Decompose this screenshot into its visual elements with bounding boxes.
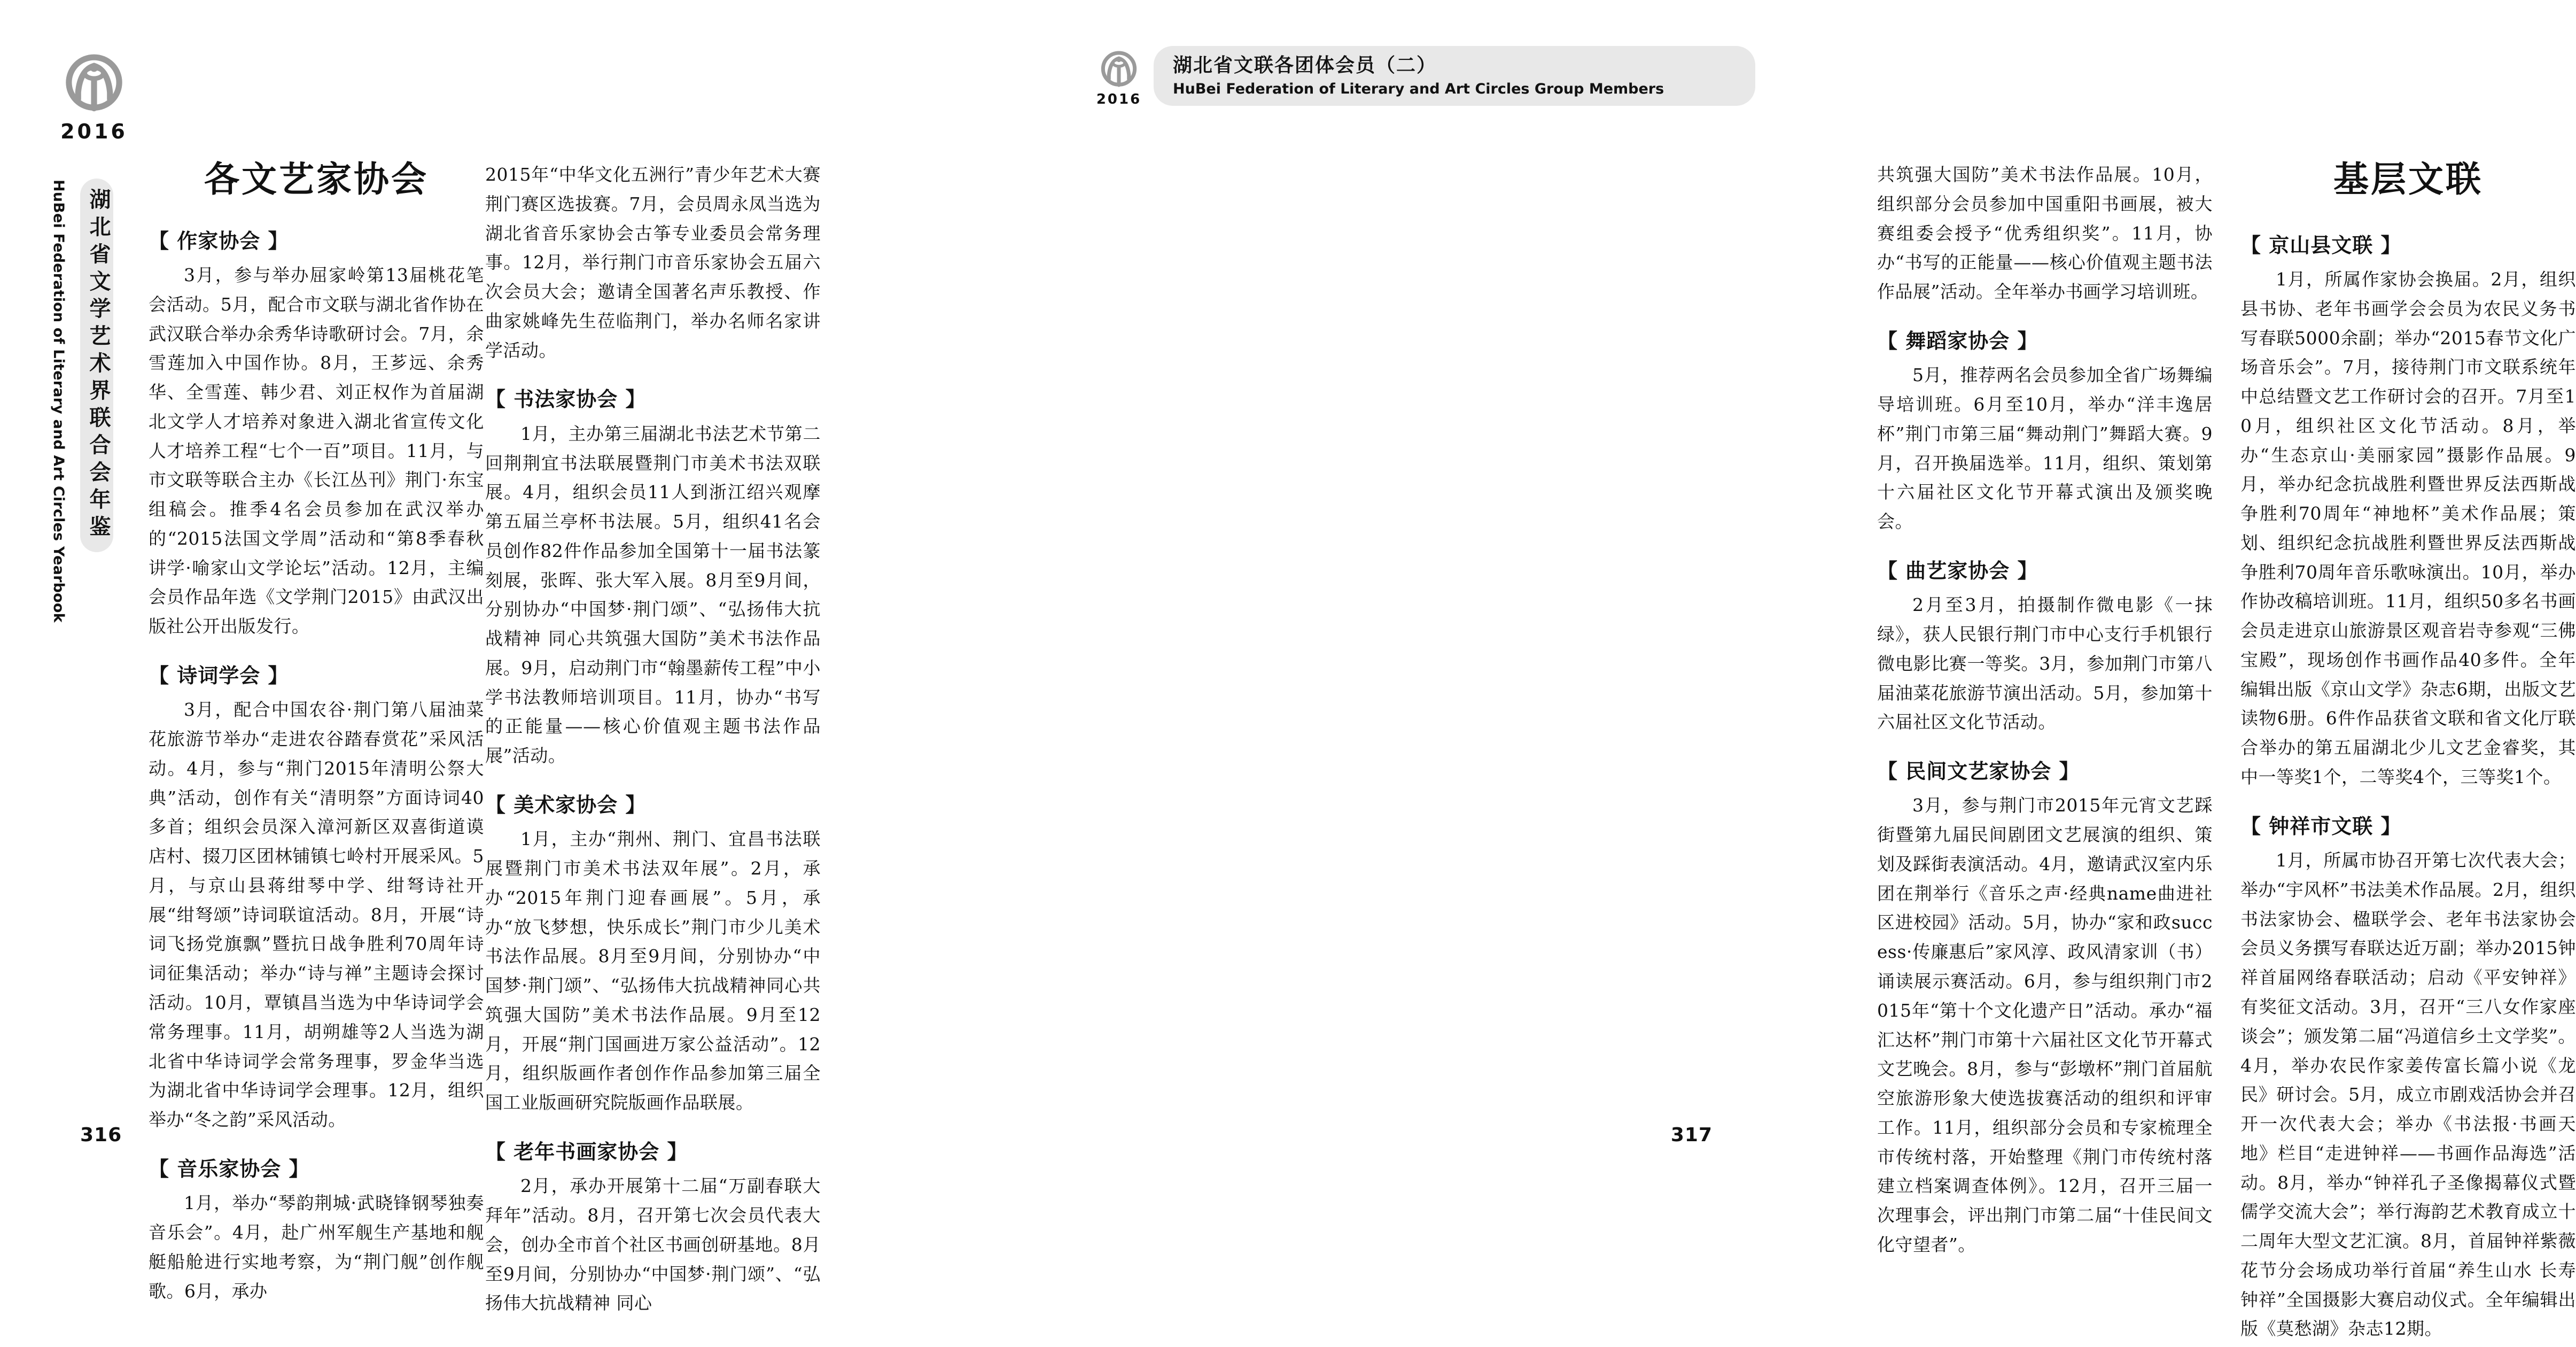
column-4 [2240, 160, 2576, 1347]
header-title-en: HuBei Federation of Literary and Art Circles Group Members [1173, 81, 1664, 97]
sidebar-title-en: HuBei Federation of Literary and Art Circles Yearbook [50, 180, 67, 623]
header-title-cn: 湖北省文联各团体会员（二） [1173, 54, 1437, 76]
section-body-poetry: 3月，配合中国农谷·荆门第八届油菜花旅游节举办“走进农谷踏春赏花”采风活动。4月，参与“荆门2015年清明公祭大典”活动，创作有关“清明祭”方面诗词40多首；组织会员深入漳河新区双喜街道谟店村、掇刀区团林铺镇七岭村开展采风。5月，与京山县蒋绀琴中学、绀弩诗社开展“绀弩颂”诗词联谊活动。8月，开展“诗词飞扬党旗飘”暨抗日战争胜利70周年诗词征集活动；举办“诗与禅”主题诗会探讨活动。10月，覃镇昌当选为中华诗词学会常务理事。11月，胡朔雄等2人当选为湖北省中华诗词学会常务理事，罗金华当选为湖北省中华诗词学会理事。12月，组织举办“冬之韵”采风活动。 [149, 699, 484, 1131]
section-body-music-continued: 2015年“中华文化五洲行”青少年艺术大赛荆门赛区选拔赛。7月，会员周永凤当选为湖北省音乐家协会古筝专业委员会常务理事。12月，举行荆门市音乐家协会五届六次会员大会；邀请全国著名声乐教授、作曲家姚峰先生莅临荆门，举办名师名家讲学活动。 [485, 164, 821, 361]
section-heading-folk-art: 【 民间文艺家协会 】 [1877, 760, 2080, 784]
header-logo-year: 2016 [1096, 91, 1142, 107]
section-heading-music: 【 音乐家协会 】 [149, 1157, 310, 1181]
section-heading-calligraphy: 【 书法家协会 】 [485, 388, 647, 412]
section-body-jingshan: 1月，所属作家协会换届。2月，组织县书协、老年书画学会会员为农民义务书写春联5000余副；举办“2015春节文化广场音乐会”。7月，接待荆门市文联系统年中总结暨文艺工作研讨会的召开。7月至10月，组织社区文化节活动。8月，举办“生态京山·美丽家园”摄影作品展。9月，举办纪念抗战胜利暨世界反法西斯战争胜利70周年“神地杯”美术作品展；策划、组织纪念抗战胜利暨世界反法西斯战争胜利70周年音乐歌咏演出。10月，举办作协改稿培训班。11月，组织50多名书画会员走进京山旅游景区观音岩寺参观“三佛宝殿”，现场创作书画作品40多件。全年编辑出版《京山文学》杂志6期，出版文艺读物6册。6件作品获省文联和省文化厅联合举办的第五届湖北少儿文艺金睿奖，其中一等奖1个，二等奖4个，三等奖1个。 [2240, 268, 2576, 787]
section-heading-dance: 【 舞蹈家协会 】 [1877, 329, 2038, 353]
section-heading-zhongxiang: 【 钟祥市文联 】 [2240, 814, 2402, 838]
left-page [0, 0, 896, 1314]
section-body-fine-arts: 1月，主办“荆州、荆门、宜昌书法联展暨荆门市美术书法双年展”。2月，承办“2015年荆门迎春画展”。5月，承办“放飞梦想，快乐成长”荆门市少儿美术书法作品展。8月至9月间，分别协办“中国梦·荆门颂”、“弘扬伟大抗战精神同心共筑强大国防”美术书法作品展。9月至12月，开展“荆门国画进万家公益活动”。12月，组织版画作者创作作品参加第三届全国工业版画研究院版画作品联展。 [485, 829, 821, 1113]
page-title-right: 基层文联 [2333, 159, 2483, 200]
right-page [896, 0, 2576, 1340]
section-body-music: 1月，举办“琴韵荆城·武晓锋钢琴独奏音乐会”。4月，赴广州军舰生产基地和舰艇船舱进行实地考察，为“荆门舰”创作舰歌。6月，承办 [149, 1193, 484, 1302]
section-body-quyi: 2月至3月，拍摄制作微电影《一抹绿》，获人民银行荆门市中心支行手机银行微电影比赛一等奖。3月，参加荆门市第八届油菜花旅游节演出活动。5月，参加第十六届社区文化节活动。 [1877, 594, 2213, 733]
column-1 [149, 160, 484, 1309]
section-body-senior-painting: 2月，承办开展第十二届“万副春联大拜年”活动。8月，召开第七次会员代表大会，创办全市首个社区书画创研基地。8月至9月间，分别协办“中国梦·荆门颂”、“弘扬伟大抗战精神 同心 [485, 1175, 821, 1314]
page-number-left: 316 [80, 1124, 122, 1146]
section-body-senior-painting-continued: 共筑强大国防”美术书法作品展。10月，组织部分会员参加中国重阳书画展，被大赛组委会授予“优秀组织奖”。11月，协办“书写的正能量——核心价值观主题书法作品展”活动。全年举办书画学习培训班。 [1877, 164, 2213, 303]
sidebar-title-cn: 湖北省文学艺术界联合会年鉴 [80, 179, 113, 552]
page-title-left: 各文艺家协会 [204, 159, 429, 200]
section-body-folk-art: 3月，参与荆门市2015年元宵文艺踩街暨第九届民间剧团文艺展演的组织、策划及踩街表演活动。4月，邀请武汉室内乐团在荆举行《音乐之声·经典name曲进社区进校园》活动。5月，协办“家和政success·传廉惠后”家风淳、政风清家训（书）诵读展示赛活动。6月，参与组织荆门市2015年“第十个文化遗产日”活动。承办“福汇达杯”荆门市第十六届社区文化节开幕式文艺晚会。8月，参与“彭墩杯”荆门首届航空旅游形象大使选拔赛活动的组织和评审工作。11月，组织部分会员和专家梳理全市传统村落，开始整理《荆门市传统村落建立档案调查体例》。12月，召开三届一次理事会，评出荆门市第二届“十佳民间文化守望者”。 [1877, 795, 2213, 1255]
section-body-dance: 5月，推荐两名会员参加全省广场舞编导培训班。6月至10月，举办“洋丰逸居杯”荆门市第三届“舞动荆门”舞蹈大赛。9月，召开换届选举。11月，组织、策划第十六届社区文化节开幕式演出及颁奖晚会。 [1877, 365, 2213, 532]
section-heading-quyi: 【 曲艺家协会 】 [1877, 559, 2038, 583]
right-page-columns [896, 0, 2576, 1340]
column-3 [1877, 160, 2213, 1263]
page-number-right: 317 [1670, 1124, 1713, 1146]
sidebar-logo-year: 2016 [60, 120, 128, 143]
section-body-calligraphy: 1月，主办第三届湖北书法艺术节第二回荆荆宜书法联展暨荆门市美术书法双联展。4月，组织会员11人到浙江绍兴观摩第五届兰亭杯书法展。5月，组织41名会员创作82件作品参加全国第十一届书法篆刻展，张晖、张大军入展。8月至9月间，分别协办“中国梦·荆门颂”、“弘扬伟大抗战精神 同心共筑强大国防”美术书法作品展。9月，启动荆门市“翰墨薪传工程”中小学书法教师培训项目。11月，协办“书写的正能量——核心价值观主题书法作品展”活动。 [485, 423, 821, 767]
section-heading-poetry: 【 诗词学会 】 [149, 663, 289, 687]
column-2 [485, 160, 821, 1321]
section-heading-writers: 【 作家协会 】 [149, 229, 289, 253]
section-heading-fine-arts: 【 美术家协会 】 [485, 793, 647, 817]
left-page-columns [0, 0, 896, 1314]
section-body-zhongxiang: 1月，所属市协召开第七次代表大会；举办“宇风杯”书法美术作品展。2月，组织书法家协会、楹联学会、老年书法家协会会员义务撰写春联达近万副；举办2015钟祥首届网络春联活动；启动《平安钟祥》有奖征文活动。3月，召开“三八女作家座谈会”；颁发第二届“冯道信乡土文学奖”。4月，举办农民作家姜传富长篇小说《龙民》研讨会。5月，成立市剧戏活协会并召开一次代表大会；举办《书法报·书画天地》栏目“走进钟祥——书画作品海选”活动。8月，举办“钟祥孔子圣像揭幕仪式暨儒学交流大会”；举行海韵艺术教育成立十二周年大型文艺汇演。8月，首届钟祥紫薇花节分会场成功举行首届“养生山水 长寿钟祥”全国摄影大赛启动仪式。全年编辑出版《莫愁湖》杂志12期。 [2240, 850, 2576, 1340]
section-body-writers: 3月，参与举办屈家岭第13届桃花笔会活动。5月，配合市文联与湖北省作协在武汉联合举办余秀华诗歌研讨会。7月，余雪莲加入中国作协。8月，王芗远、余秀华、全雪莲、韩少君、刘正权作为首届湖北文学人才培养对象进入湖北省宣传文化人才培养工程“七个一百”项目。11月，与市文联等联合主办《长江丛刊》荆门·东宝组稿会。推季4名会员参加在武汉举办的“2015法国文学周”活动和“第8季春秋讲学·喻家山文学论坛”活动。12月，主编会员作品年选《文学荆门2015》由武汉出版社公开出版发行。 [149, 264, 484, 637]
section-heading-senior-painting: 【 老年书画家协会 】 [485, 1140, 688, 1164]
section-heading-jingshan: 【 京山县文联 】 [2240, 233, 2402, 257]
